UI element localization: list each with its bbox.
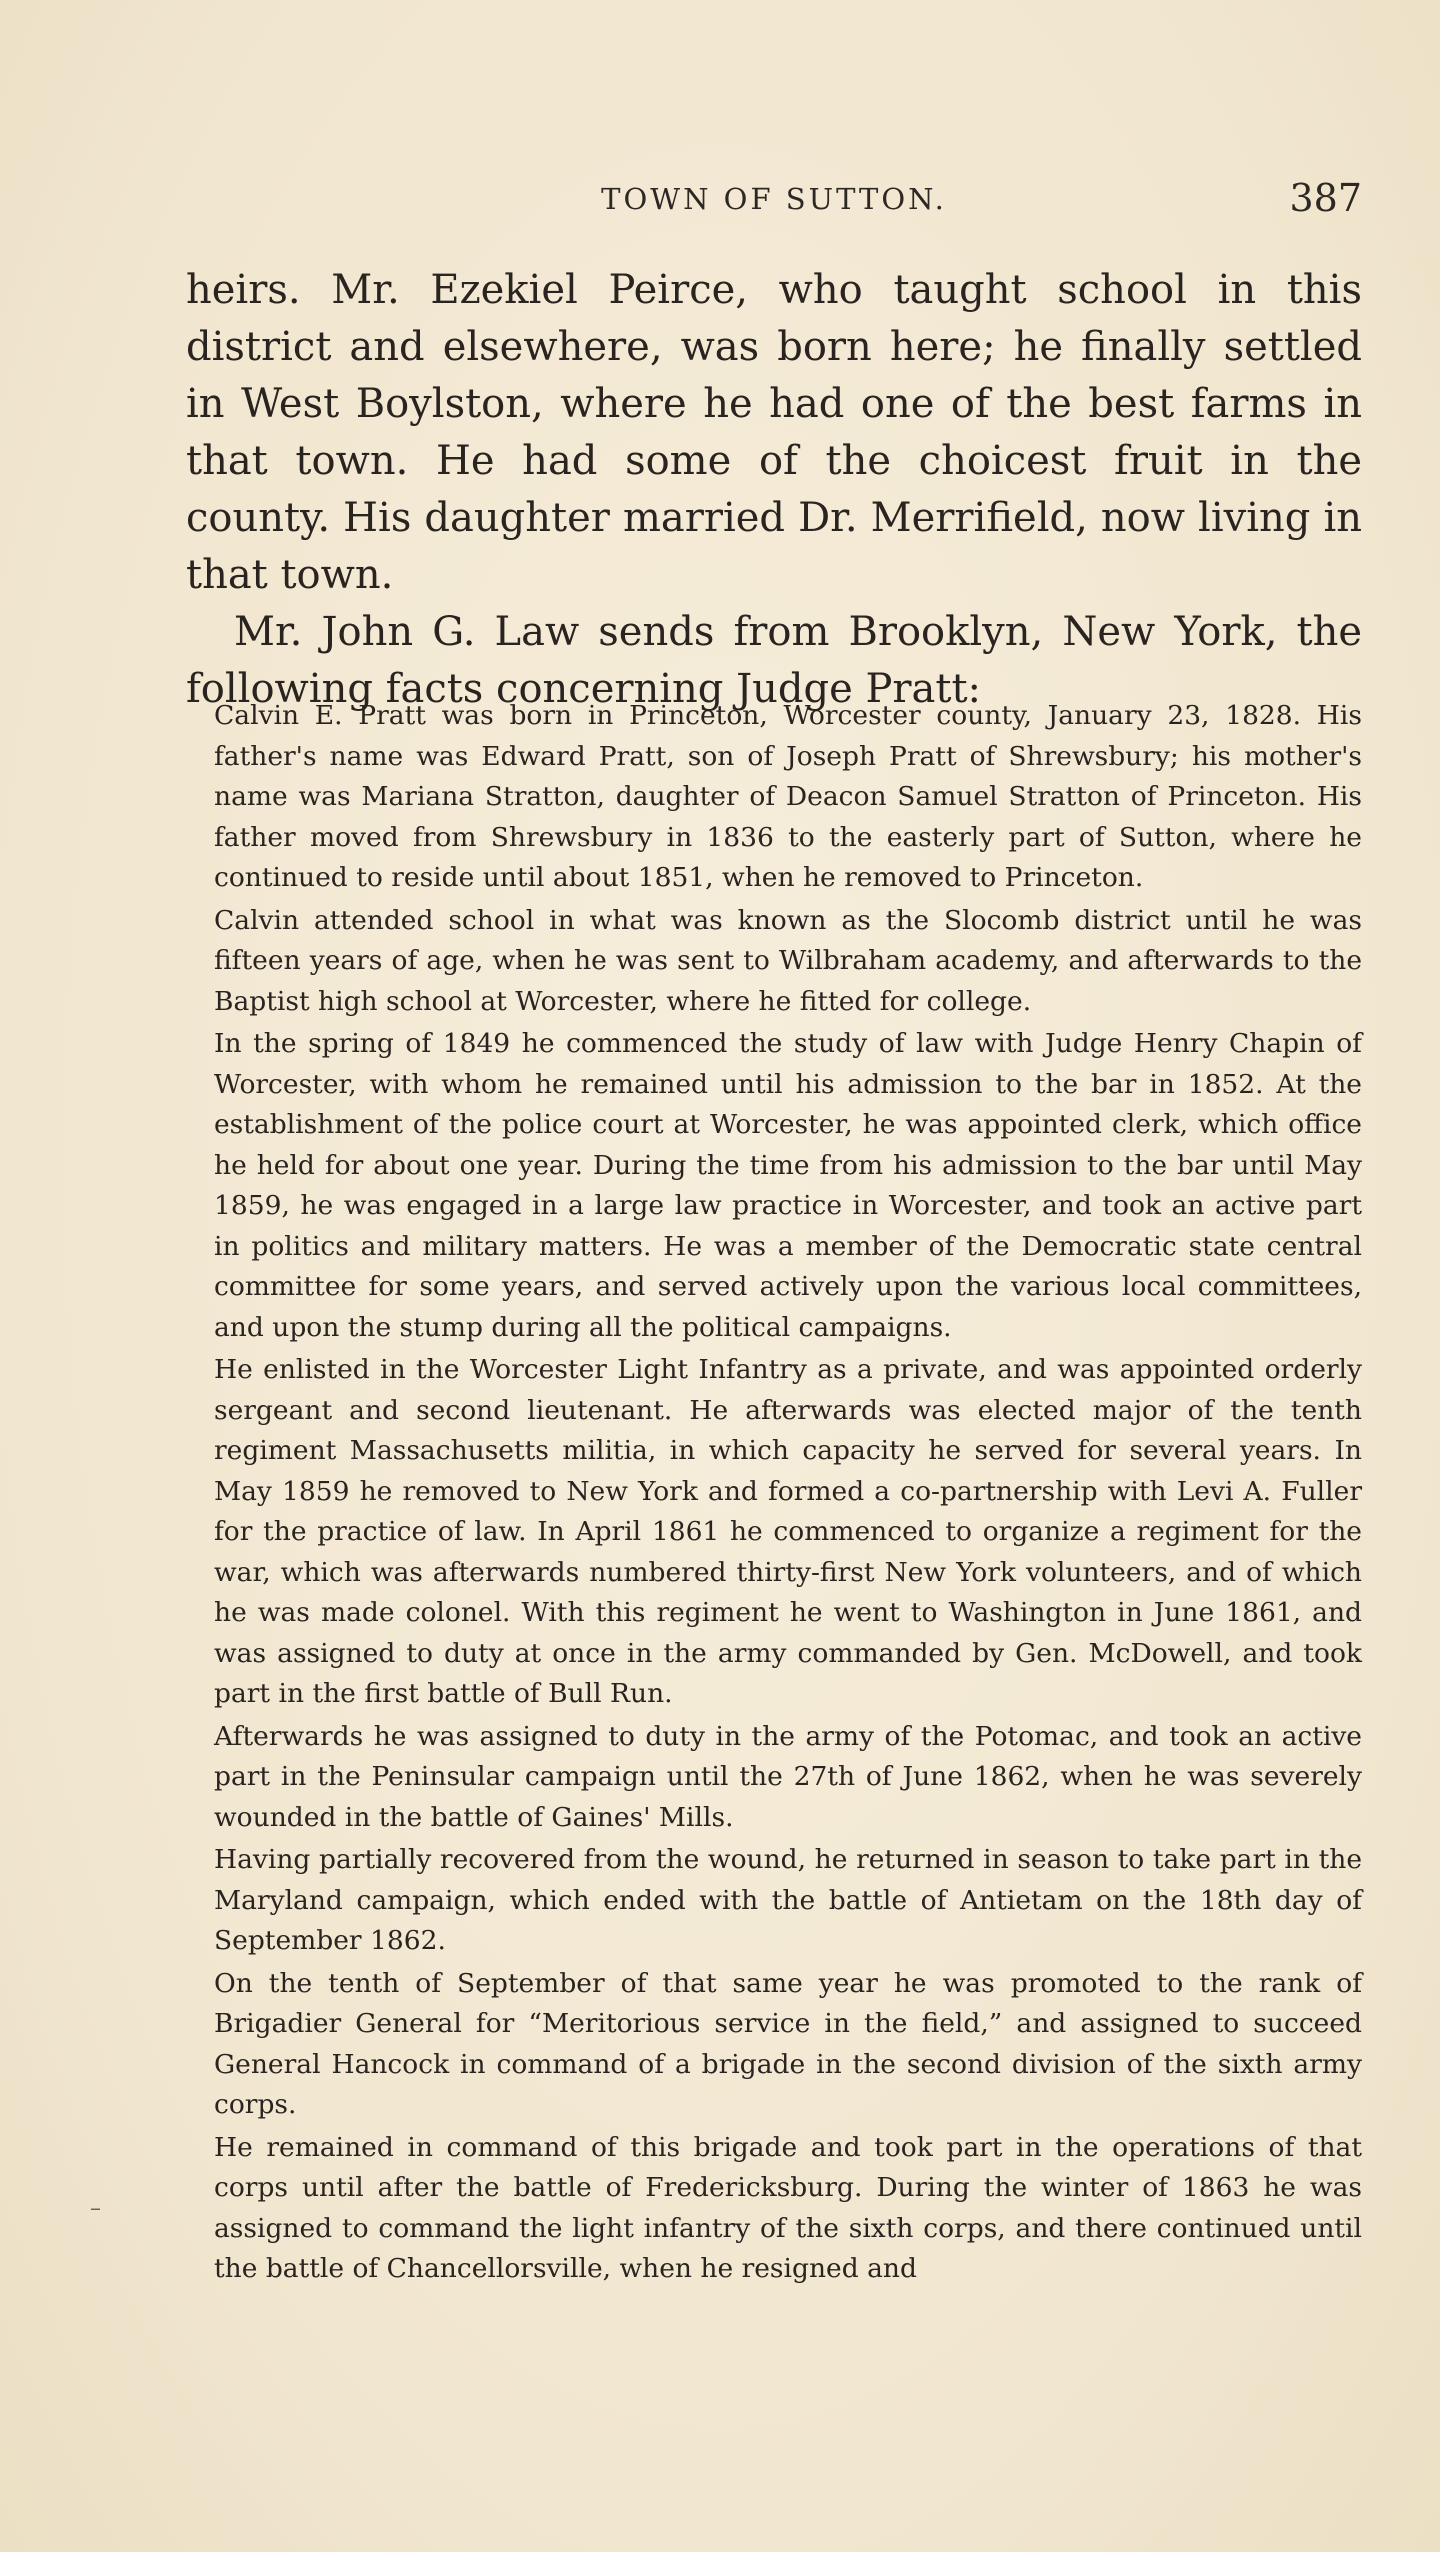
main-text [186,262,1362,718]
quote-paragraph-4: He enlisted in the Worcester Light Infantry as a private, and was appointed orderly sergeant and second lieutenant. He afterwards was elected major of the tenth regiment Massachusetts militia, in which capacity he served for several years. In May 1859 he removed to New York and formed a co-partnership with Levi A. Fuller for the practice of law. In April 1861 he commenced to organize a regiment for the war, which was afterwards numbered thirty-first New York volunteers, and of which he was made colonel. With this regiment he went to Washington in June 1861, and was assigned to duty at once in the army commanded by Gen. McDowell, and took part in the first battle of Bull Run. [214,1354,1362,1709]
quoted-letter [214,696,1362,2290]
main-paragraph-1: heirs. Mr. Ezekiel Peirce, who taught school in this district and elsewhere, was born here; he finally settled in West Boylston, where he had one of the best farms in that town. He had some of the choicest fruit in the county. His daughter married Dr. Merrifield, now living in that town. [186,267,1362,598]
main-paragraph-2: Mr. John G. Law sends from Brooklyn, New York, the following facts concerning Judge Pratt: [186,609,1362,712]
page-number: 387 [1289,176,1362,220]
quote-paragraph-2: Calvin attended school in what was known as the Slocomb district until he was fifteen years of age, when he was sent to Wilbraham academy, and afterwards to the Baptist high school at Worcester, where he fitted for college. [214,904,1362,1017]
quote-paragraph-8: He remained in command of this brigade and took part in the operations of that corps until after the battle of Fredericksburg. During the winter of 1863 he was assigned to command the light infantry of the sixth corps, and there continued until the battle of Chancellorsville, when he resigned and [214,2131,1362,2284]
quote-paragraph-7: On the tenth of September of that same year he was promoted to the rank of Brigadier General for “Meritorious service in the field,” and assigned to succeed General Hancock in command of a brigade in the second division of the sixth army corps. [214,1967,1362,2120]
quote-paragraph-6: Having partially recovered from the wound, he returned in season to take part in the Maryland campaign, which ended with the battle of Antietam on the 18th day of September 1862. [214,1844,1362,1956]
quote-paragraph-3: In the spring of 1849 he commenced the study of law with Judge Henry Chapin of Worcester, with whom he remained until his admission to the bar in 1852. At the establishment of the police court at Worcester, he was appointed clerk, which office he held for about one year. During the time from his admission to the bar until May 1859, he was engaged in a large law practice in Worcester, and took an active part in politics and military matters. He was a member of the Democratic state central committee for some years, and served actively upon the various local committees, and upon the stump during all the political campaigns. [214,1028,1362,1343]
margin-mark: – [90,2196,101,2221]
quote-paragraph-1: Calvin E. Pratt was born in Princeton, Worcester county, January 23, 1828. His father's name was Edward Pratt, son of Joseph Pratt of Shrewsbury; his mother's name was Mariana Stratton, daughter of Deacon Samuel Stratton of Princeton. His father moved from Shrewsbury in 1836 to the easterly part of Sutton, where he continued to reside until about 1851, when he removed to Princeton. [214,700,1362,893]
page-header [186,176,1362,224]
running-title: TOWN OF SUTTON. [601,182,947,216]
quote-paragraph-5: Afterwards he was assigned to duty in the army of the Potomac, and took an active part in the Peninsular campaign until the 27th of June 1862, when he was severely wounded in the battle of Gaines' Mills. [214,1720,1362,1833]
